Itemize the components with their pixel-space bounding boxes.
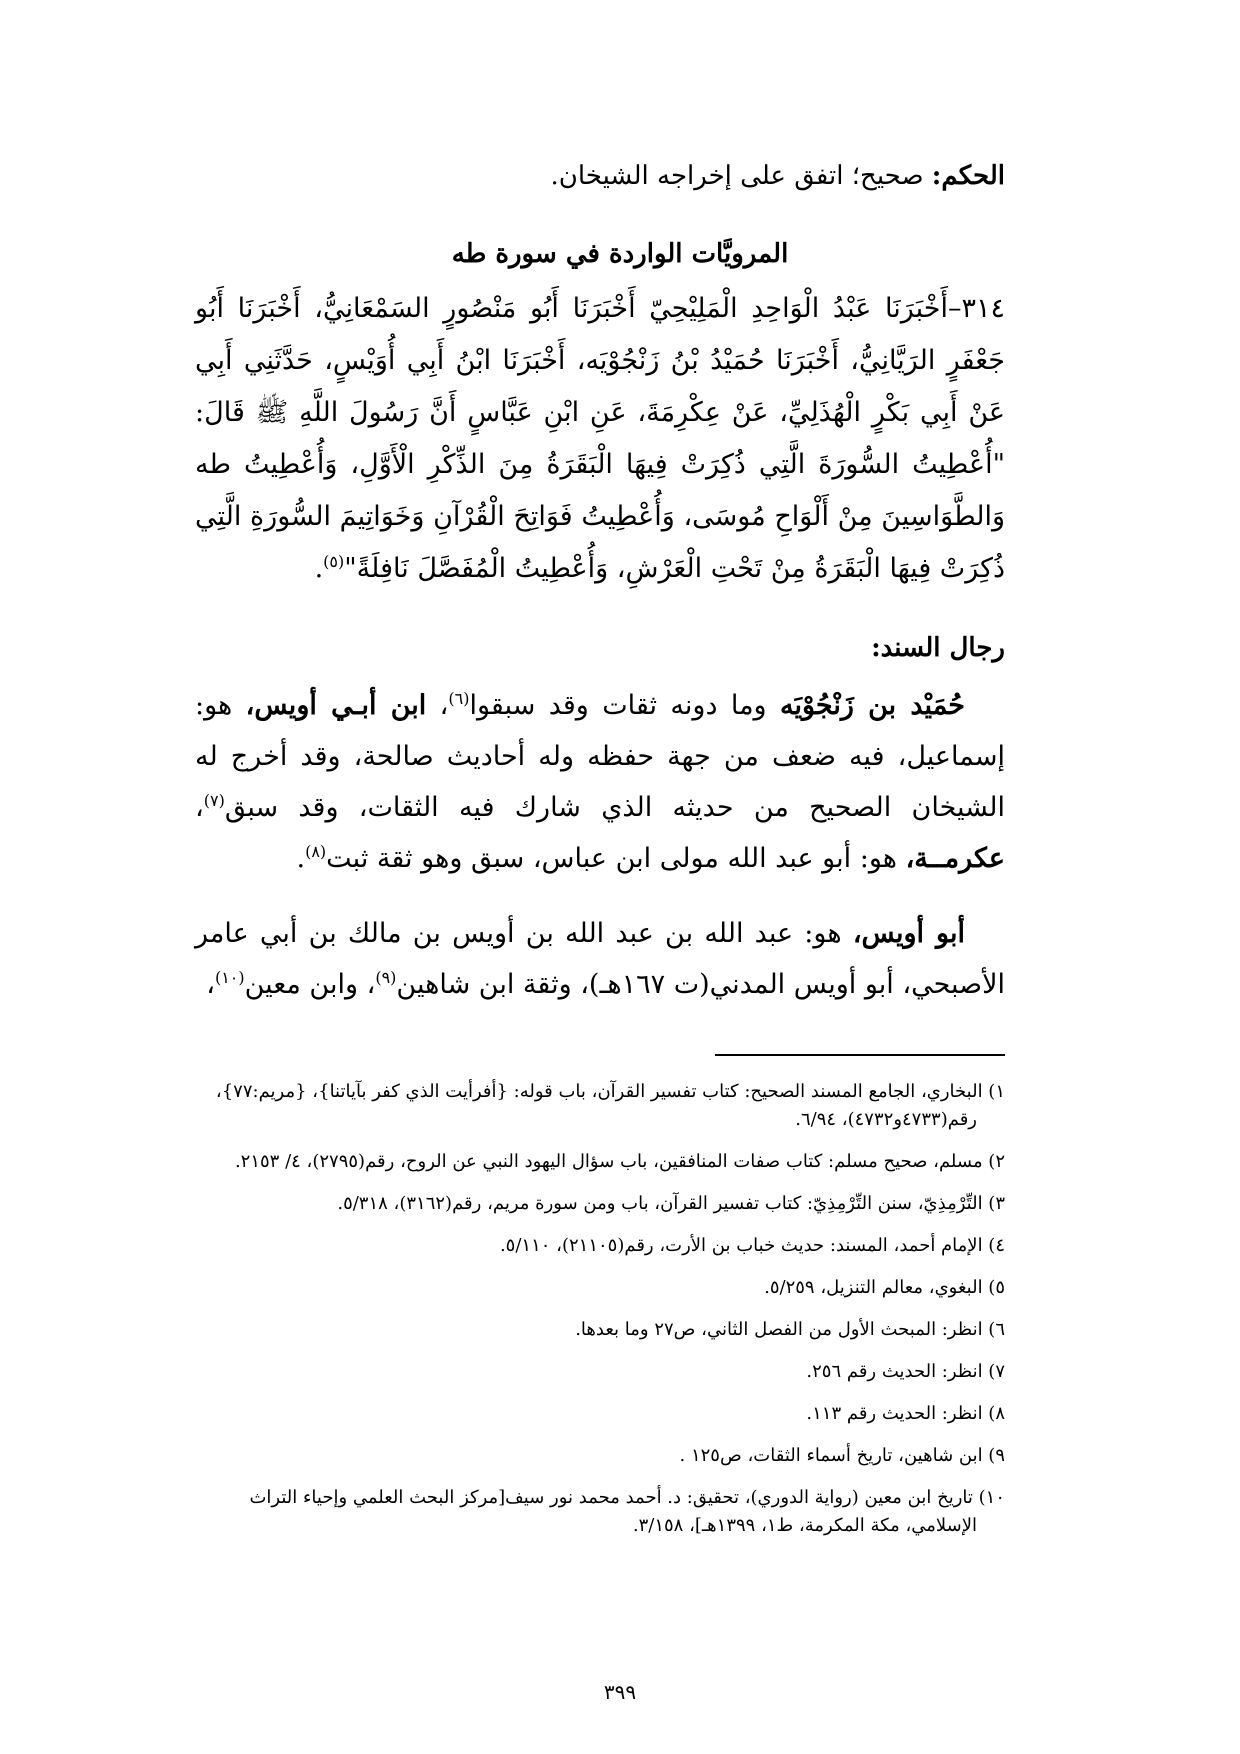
footnote-line: ٧) انظر: الحديث رقم ٢٥٦. [806, 1361, 1005, 1382]
hadith-text [195, 283, 1005, 595]
footnote-line: ١٠) تاريخ ابن معين (رواية الدوري)، تحقيق: د. أحمد محمد نور سيف[مركز البحث العلمي وإحياء التراث [249, 1487, 1005, 1508]
narrator-name: حُمَيْد بن زَنْجُوْيَه [779, 690, 965, 721]
footnote-line: ٨) انظر: الحديث رقم ١١٣. [806, 1403, 1005, 1424]
ruling-text: صحيح؛ اتفق على إخراجه الشيخان. [550, 161, 932, 191]
footnote-line: ٤) الإمام أحمد، المسند: حديث خباب بن الأرت، رقم(٢١١٠٥)، ٥/١١٠. [499, 1235, 1005, 1256]
ruling-line [195, 158, 1005, 194]
narrator-name: أبو أويس، [852, 918, 965, 949]
footnote-line: ٩) ابن شاهين، تاريخ أسماء الثقات، ص١٢٥ . [679, 1445, 1005, 1466]
footnotes [195, 1078, 1005, 1554]
footnote [195, 1358, 1005, 1386]
footnote-ref: (٦) [448, 689, 470, 708]
narrators-paragraph-2 [195, 908, 1005, 1010]
footnote [195, 1078, 1005, 1134]
footnote [195, 1232, 1005, 1260]
hadith-body: ٣١٤–أَخْبَرَنَا عَبْدُ الْوَاحِدِ الْمَلِيْحِيّ أَخْبَرَنَا أَبُو مَنْصُورٍ السَمْعَانِيُّ، أَخْبَرَنَا أَبُو جَعْفَرٍ الرَيَّانِيُّ، أَخْبَرَنَا حُمَيْدُ بْنُ زَنْجُوْيَه، أَخْبَرَنَا ابْنُ أَبِي أُوَيْسٍ، حَدَّثَنِي أَبِي عَنْ أَبِي بَكْرٍ الْهُذَلِيِّ، عَنْ عِكْرِمَةَ، عَنِ ابْنِ عَبَّاسٍ أَنَّ رَسُولَ اللَّهِ ﷺ قَالَ: "أُعْطِيتُ السُّورَةَ الَّتِي ذُكِرَتْ فِيهَا الْبَقَرَةُ مِنَ الذِّكْرِ الْأَوَّلِ، وَأُعْطِيتُ طه وَالطَّوَاسِينَ مِنْ أَلْوَاحِ مُوسَى، وَأُعْطِيتُ فَوَاتِحَ الْقُرْآنِ وَخَوَاتِيمَ السُّورَةِ الَّتِي ذُكِرَتْ فِيهَا الْبَقَرَةُ مِنْ تَحْتِ الْعَرْشِ، وَأُعْطِيتُ الْمُفَصَّلَ نَافِلَةً" [195, 293, 1005, 584]
paragraph-text: هو: إسماعيل، فيه ضعف من جهة حفظه وله أحاديث صالحة، وقد أخرج له الشيخان الصحيح من حديثه الذي شارك فيه الثقات، وقد سبق [195, 690, 1005, 823]
narrator-name: عكرمــة، [905, 843, 1005, 874]
footnote-ref: (٨) [305, 842, 327, 861]
footnote-ref: (٩) [375, 968, 397, 987]
footnote-line: ١) البخاري، الجامع المسند الصحيح: كتاب تفسير القرآن، باب قوله: {أفرأيت الذي كفر بآياتنا}، {مريم:٧٧}، [215, 1081, 1005, 1102]
footnote-line: ٣) التِّرْمِذِيّ، سنن التِّرْمِذِيّ: كتاب تفسير القرآن، باب ومن سورة مريم، رقم(٣١٦٢)، ٥/٣١٨. [337, 1193, 1005, 1214]
footnote [195, 1442, 1005, 1470]
paragraph-text: هو: عبد الله بن عبد الله بن أويس بن مالك بن أبي عامر الأصبحي، أبو أويس المدني(ت ١٦٧هـ)، وثقة ابن شاهين [195, 918, 1005, 1000]
hadith-end: . [314, 553, 324, 584]
narrators-heading: رجال السند: [871, 633, 1005, 663]
paragraph-text: هو: أبو عبد الله مولى ابن عباس، سبق وهو ثقة ثبت [326, 843, 906, 874]
paragraph-text: ، [195, 792, 204, 823]
paragraph-text: ، [206, 969, 215, 1000]
section-title: المرويَّات الواردة في سورة طه [451, 239, 789, 269]
footnote [195, 1274, 1005, 1302]
footnote-line: ٥) البغوي، معالم التنزيل، ٥/٢٥٩. [764, 1277, 1005, 1298]
footnote-line: ٦) انظر: المبحث الأول من الفصل الثاني، ص٢٧ وما بعدها. [575, 1319, 1005, 1340]
footnote-ref: (٧) [203, 791, 225, 810]
footnote [195, 1484, 1005, 1540]
footnote [195, 1148, 1005, 1176]
paragraph-text: ، وابن معين [244, 969, 376, 1000]
footnote-line: رقم(٤٧٣٣و٤٧٣٢)، ٦/٩٤. [795, 1109, 977, 1130]
narrator-name: ابن أبـي أويس، [245, 690, 427, 721]
paragraph-text: ، [426, 690, 449, 721]
paragraph-text: وما دونه ثقات وقد سبقوا [469, 690, 780, 721]
footnote-ref: (١٠) [214, 968, 245, 987]
footnote [195, 1400, 1005, 1428]
paragraph-text: . [296, 843, 306, 874]
footnote [195, 1316, 1005, 1344]
ruling-label: الحكم: [931, 161, 1005, 191]
footnote-line: الإسلامي، مكة المكرمة، ط١، ١٣٩٩هـ]، ٣/١٥٨. [632, 1515, 977, 1536]
footnote-divider [715, 1054, 1005, 1056]
page-number: ٣٩٩ [603, 1680, 637, 1704]
footnote [195, 1190, 1005, 1218]
footnote-ref: (٥) [323, 552, 345, 571]
narrators-paragraph-1 [195, 680, 1005, 884]
footnote-line: ٢) مسلم، صحيح مسلم: كتاب صفات المنافقين، باب سؤال اليهود النبي عن الروح، رقم(٢٧٩٥)، ٤/ ٢١٥٣. [234, 1151, 1005, 1172]
